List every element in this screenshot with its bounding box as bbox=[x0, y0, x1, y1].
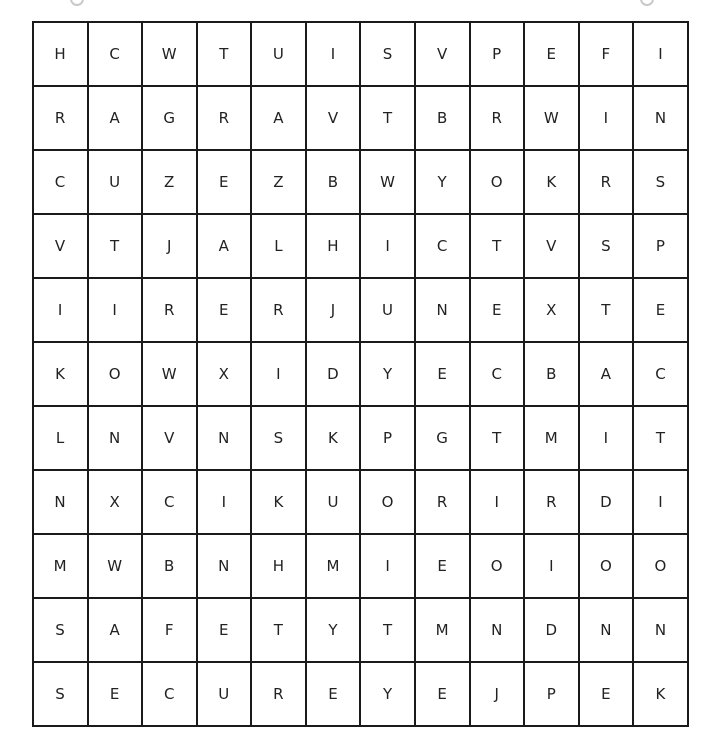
grid-cell[interactable]: B bbox=[416, 87, 471, 151]
grid-cell[interactable]: E bbox=[525, 23, 580, 87]
grid-cell[interactable]: D bbox=[525, 599, 580, 663]
grid-cell[interactable]: A bbox=[89, 599, 144, 663]
grid-cell[interactable]: V bbox=[525, 215, 580, 279]
grid-cell[interactable]: N bbox=[580, 599, 635, 663]
grid-cell[interactable]: N bbox=[416, 279, 471, 343]
grid-cell[interactable]: E bbox=[89, 663, 144, 727]
grid-cell[interactable]: M bbox=[307, 535, 362, 599]
grid-cell[interactable]: R bbox=[34, 87, 89, 151]
grid-cell[interactable]: J bbox=[143, 215, 198, 279]
grid-cell[interactable]: R bbox=[580, 151, 635, 215]
grid-cell[interactable]: O bbox=[89, 343, 144, 407]
grid-cell[interactable]: D bbox=[580, 471, 635, 535]
grid-cell[interactable]: W bbox=[525, 87, 580, 151]
grid-cell[interactable]: I bbox=[634, 23, 689, 87]
grid-cell[interactable]: I bbox=[361, 215, 416, 279]
grid-cell[interactable]: K bbox=[307, 407, 362, 471]
grid-cell[interactable]: X bbox=[89, 471, 144, 535]
grid-cell[interactable]: I bbox=[34, 279, 89, 343]
grid-cell[interactable]: O bbox=[471, 535, 526, 599]
grid-cell[interactable]: V bbox=[307, 87, 362, 151]
grid-cell[interactable]: S bbox=[252, 407, 307, 471]
grid-cell[interactable]: C bbox=[89, 23, 144, 87]
grid-cell[interactable]: E bbox=[307, 663, 362, 727]
grid-cell[interactable]: T bbox=[89, 215, 144, 279]
grid-cell[interactable]: E bbox=[416, 343, 471, 407]
grid-cell[interactable]: R bbox=[416, 471, 471, 535]
grid-cell[interactable]: R bbox=[252, 663, 307, 727]
grid-cell[interactable]: Y bbox=[416, 151, 471, 215]
grid-cell[interactable]: I bbox=[252, 343, 307, 407]
grid-cell[interactable]: E bbox=[580, 663, 635, 727]
grid-cell[interactable]: X bbox=[198, 343, 253, 407]
grid-cell[interactable]: U bbox=[198, 663, 253, 727]
grid-cell[interactable]: K bbox=[634, 663, 689, 727]
grid-cell[interactable]: A bbox=[580, 343, 635, 407]
grid-cell[interactable]: I bbox=[580, 407, 635, 471]
grid-cell[interactable]: N bbox=[89, 407, 144, 471]
grid-cell[interactable]: N bbox=[471, 599, 526, 663]
grid-cell[interactable]: W bbox=[143, 23, 198, 87]
word-search-grid bbox=[32, 21, 689, 727]
grid-cell[interactable]: I bbox=[634, 471, 689, 535]
grid-cell[interactable]: C bbox=[143, 471, 198, 535]
grid-cell[interactable]: I bbox=[89, 279, 144, 343]
grid-cell[interactable]: Y bbox=[307, 599, 362, 663]
grid-cell[interactable]: S bbox=[34, 599, 89, 663]
punch-hole-left bbox=[70, 0, 84, 6]
grid-cell[interactable]: I bbox=[525, 535, 580, 599]
grid-cell[interactable]: T bbox=[252, 599, 307, 663]
grid-cell[interactable]: K bbox=[525, 151, 580, 215]
grid-cell[interactable]: S bbox=[361, 23, 416, 87]
grid-cell[interactable]: T bbox=[198, 23, 253, 87]
grid-cell[interactable]: P bbox=[361, 407, 416, 471]
grid-cell[interactable]: E bbox=[471, 279, 526, 343]
grid-cell[interactable]: Z bbox=[252, 151, 307, 215]
grid-cell[interactable]: C bbox=[471, 343, 526, 407]
grid-cell[interactable]: F bbox=[143, 599, 198, 663]
grid-cell[interactable]: L bbox=[34, 407, 89, 471]
grid-cell[interactable]: U bbox=[252, 23, 307, 87]
grid-cell[interactable]: R bbox=[252, 279, 307, 343]
grid-cell[interactable]: E bbox=[198, 599, 253, 663]
grid-cell[interactable]: Z bbox=[143, 151, 198, 215]
grid-cell[interactable]: Y bbox=[361, 663, 416, 727]
grid-cell[interactable]: R bbox=[143, 279, 198, 343]
grid-cell[interactable]: C bbox=[34, 151, 89, 215]
grid-cell[interactable]: T bbox=[471, 215, 526, 279]
grid-cell[interactable]: V bbox=[143, 407, 198, 471]
grid-cell[interactable]: C bbox=[634, 343, 689, 407]
grid-cell[interactable]: N bbox=[634, 87, 689, 151]
grid-cell[interactable]: M bbox=[416, 599, 471, 663]
grid-cell[interactable]: U bbox=[307, 471, 362, 535]
grid-cell[interactable]: P bbox=[525, 663, 580, 727]
grid-cell[interactable]: W bbox=[361, 151, 416, 215]
grid-cell[interactable]: B bbox=[525, 343, 580, 407]
grid-cell[interactable]: O bbox=[580, 535, 635, 599]
grid-cell[interactable]: Y bbox=[361, 343, 416, 407]
grid-cell[interactable]: T bbox=[361, 599, 416, 663]
grid-cell[interactable]: E bbox=[198, 151, 253, 215]
grid-cell[interactable]: H bbox=[252, 535, 307, 599]
grid-cell[interactable]: D bbox=[307, 343, 362, 407]
grid-cell[interactable]: E bbox=[634, 279, 689, 343]
grid-cell[interactable]: T bbox=[580, 279, 635, 343]
grid-cell[interactable]: T bbox=[471, 407, 526, 471]
grid-cell[interactable]: O bbox=[634, 535, 689, 599]
grid-cell[interactable]: W bbox=[89, 535, 144, 599]
grid-cell[interactable]: X bbox=[525, 279, 580, 343]
grid-cell[interactable]: U bbox=[361, 279, 416, 343]
grid-cell[interactable]: S bbox=[580, 215, 635, 279]
grid-cell[interactable]: N bbox=[198, 407, 253, 471]
grid-cell[interactable]: I bbox=[471, 471, 526, 535]
grid-cell[interactable]: W bbox=[143, 343, 198, 407]
grid-cell[interactable]: O bbox=[471, 151, 526, 215]
grid-cell[interactable]: C bbox=[416, 215, 471, 279]
grid-cell[interactable]: P bbox=[634, 215, 689, 279]
grid-cell[interactable]: N bbox=[198, 535, 253, 599]
grid-cell[interactable]: A bbox=[252, 87, 307, 151]
grid-cell[interactable]: A bbox=[198, 215, 253, 279]
grid-cell[interactable]: R bbox=[198, 87, 253, 151]
grid-cell[interactable]: J bbox=[307, 279, 362, 343]
grid-cell[interactable]: I bbox=[580, 87, 635, 151]
grid-cell[interactable]: H bbox=[307, 215, 362, 279]
grid-cell[interactable]: C bbox=[143, 663, 198, 727]
grid-cell[interactable]: N bbox=[34, 471, 89, 535]
grid-cell[interactable]: R bbox=[525, 471, 580, 535]
grid-cell[interactable]: E bbox=[416, 663, 471, 727]
grid-cell[interactable]: I bbox=[361, 535, 416, 599]
grid-cell[interactable]: T bbox=[634, 407, 689, 471]
grid-cell[interactable]: R bbox=[471, 87, 526, 151]
grid-cell[interactable]: M bbox=[34, 535, 89, 599]
grid-cell[interactable]: K bbox=[252, 471, 307, 535]
grid-cell[interactable]: I bbox=[307, 23, 362, 87]
grid-cell[interactable]: V bbox=[416, 23, 471, 87]
grid-cell[interactable]: K bbox=[34, 343, 89, 407]
grid-cell[interactable]: M bbox=[525, 407, 580, 471]
grid-cell[interactable]: B bbox=[143, 535, 198, 599]
grid-cell[interactable]: G bbox=[416, 407, 471, 471]
grid-cell[interactable]: I bbox=[198, 471, 253, 535]
grid-cell[interactable]: B bbox=[307, 151, 362, 215]
punch-hole-right bbox=[640, 0, 654, 6]
grid-cell[interactable]: E bbox=[416, 535, 471, 599]
grid-cell[interactable]: N bbox=[634, 599, 689, 663]
grid-cell[interactable]: A bbox=[89, 87, 144, 151]
grid-cell[interactable]: F bbox=[580, 23, 635, 87]
grid-cell[interactable]: E bbox=[198, 279, 253, 343]
grid-cell[interactable]: V bbox=[34, 215, 89, 279]
grid-cell[interactable]: J bbox=[471, 663, 526, 727]
grid-cell[interactable]: G bbox=[143, 87, 198, 151]
grid-cell[interactable]: U bbox=[89, 151, 144, 215]
grid-cell[interactable]: P bbox=[471, 23, 526, 87]
grid-cell[interactable]: S bbox=[634, 151, 689, 215]
grid-cell[interactable]: H bbox=[34, 23, 89, 87]
grid-cell[interactable]: O bbox=[361, 471, 416, 535]
grid-cell[interactable]: T bbox=[361, 87, 416, 151]
grid-cell[interactable]: S bbox=[34, 663, 89, 727]
grid-cell[interactable]: L bbox=[252, 215, 307, 279]
